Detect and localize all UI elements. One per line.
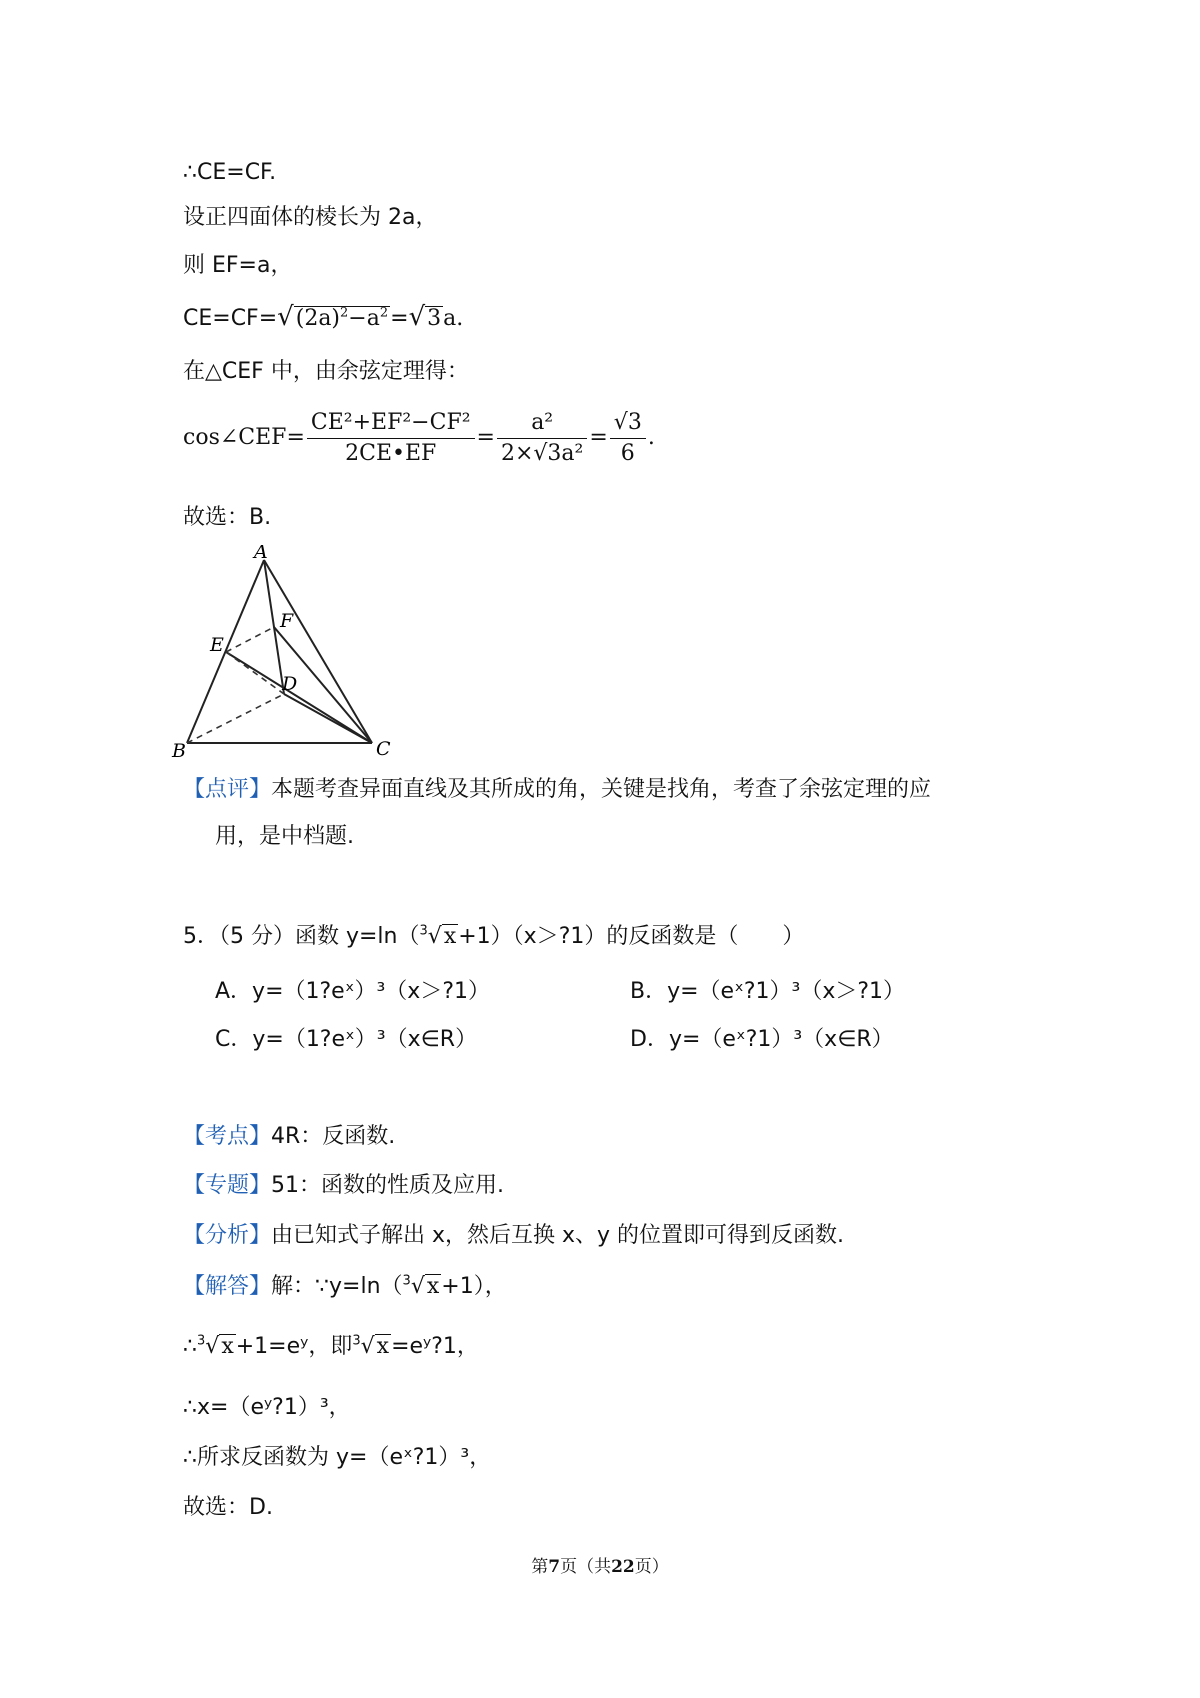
fenxi-line: 【分析】由已知式子解出 x，然后互换 x、y 的位置即可得到反函数. [183,1223,845,1248]
fraction-3: $\frac{√3}{6}$ [610,410,646,467]
edge-ac [264,560,372,743]
label-f: F [280,610,294,632]
fraction-1: $\frac{\text{CE²+EF²−CF²}}{2CE•EF}$ [307,410,475,467]
question-5-stem: 5．（5 分）函数 y=ln（$^3$√x+1）（x＞?1）的反函数是（ ） [183,923,805,949]
review-tag: 【点评】 [183,777,272,802]
option-c: C．y=（1?eˣ）³（x∈R） [215,1027,478,1052]
proof-line-5: 在△CEF 中，由余弦定理得： [183,359,469,384]
proof-line-4 [183,302,463,334]
page-footer: 第7页（共22页） [531,1557,669,1577]
cosine-formula: cos∠CEF= $\frac{\text{CE²+EF²−CF²}}{2CE•EF}$ = $\frac{\text{a²}}{\text{2×√3a²}}$ = $\frac{√3}{6}$ . [183,409,655,466]
page-number: 7 [548,1557,561,1577]
sqrt-sign: √ [277,302,294,332]
solution-answer: 故选：D. [183,1495,273,1520]
page-total: 22 [611,1557,635,1577]
radicand-2: 3 [427,306,442,331]
label-c: C [376,738,391,760]
review-line-1 [183,775,931,805]
cos-prefix: cos∠CEF= [183,425,305,450]
solution-step-1: ∴$^3$√x+1=eʸ，即$^3$√x=eʸ?1， [183,1333,479,1359]
fraction-2: $\frac{\text{a²}}{\text{2×√3a²}}$ [497,410,587,467]
proof-answer: 故选：B. [183,505,272,530]
equals: = [390,306,409,331]
review-text-1: 本题考查异面直线及其所成的角，关键是找角，考查了余弦定理的应 [271,777,932,802]
kaodian-line: 【考点】4R：反函数. [183,1124,396,1149]
proof-line-3: 则 EF=a， [183,253,293,278]
radicand: $(2a)^2-a^2$ [295,305,389,331]
ce-cf-prefix: CE=CF= [183,306,278,331]
option-d: D．y=（eˣ?1）³（x∈R） [630,1027,894,1052]
tetrahedron-figure [170,545,400,760]
solution-step-2: ∴x=（eʸ?1）³， [183,1395,351,1420]
line-end: a. [443,306,464,331]
option-b: B．y=（eˣ?1）³（x＞?1） [630,979,906,1004]
label-e: E [210,634,224,656]
jieda-line: 【解答】解：∵y=ln（$^3$√x+1）， [183,1273,507,1299]
option-a: A．y=（1?eˣ）³（x＞?1） [215,979,490,1004]
label-a: A [254,545,268,563]
zhuanti-line: 【专题】51：函数的性质及应用. [183,1173,505,1198]
label-b: B [172,740,186,760]
sqrt-sign-2: √ [408,302,426,332]
label-d: D [282,673,298,695]
segment-ec [226,652,372,743]
edge-bd-hidden [187,694,284,743]
proof-line-2: 设正四面体的棱长为 2a， [183,205,438,230]
review-line-2: 用，是中档题. [215,824,354,849]
solution-step-3: ∴所求反函数为 y=（eˣ?1）³， [183,1445,492,1470]
proof-line-1: ∴CE=CF. [183,160,277,185]
edge-ab [187,560,264,743]
